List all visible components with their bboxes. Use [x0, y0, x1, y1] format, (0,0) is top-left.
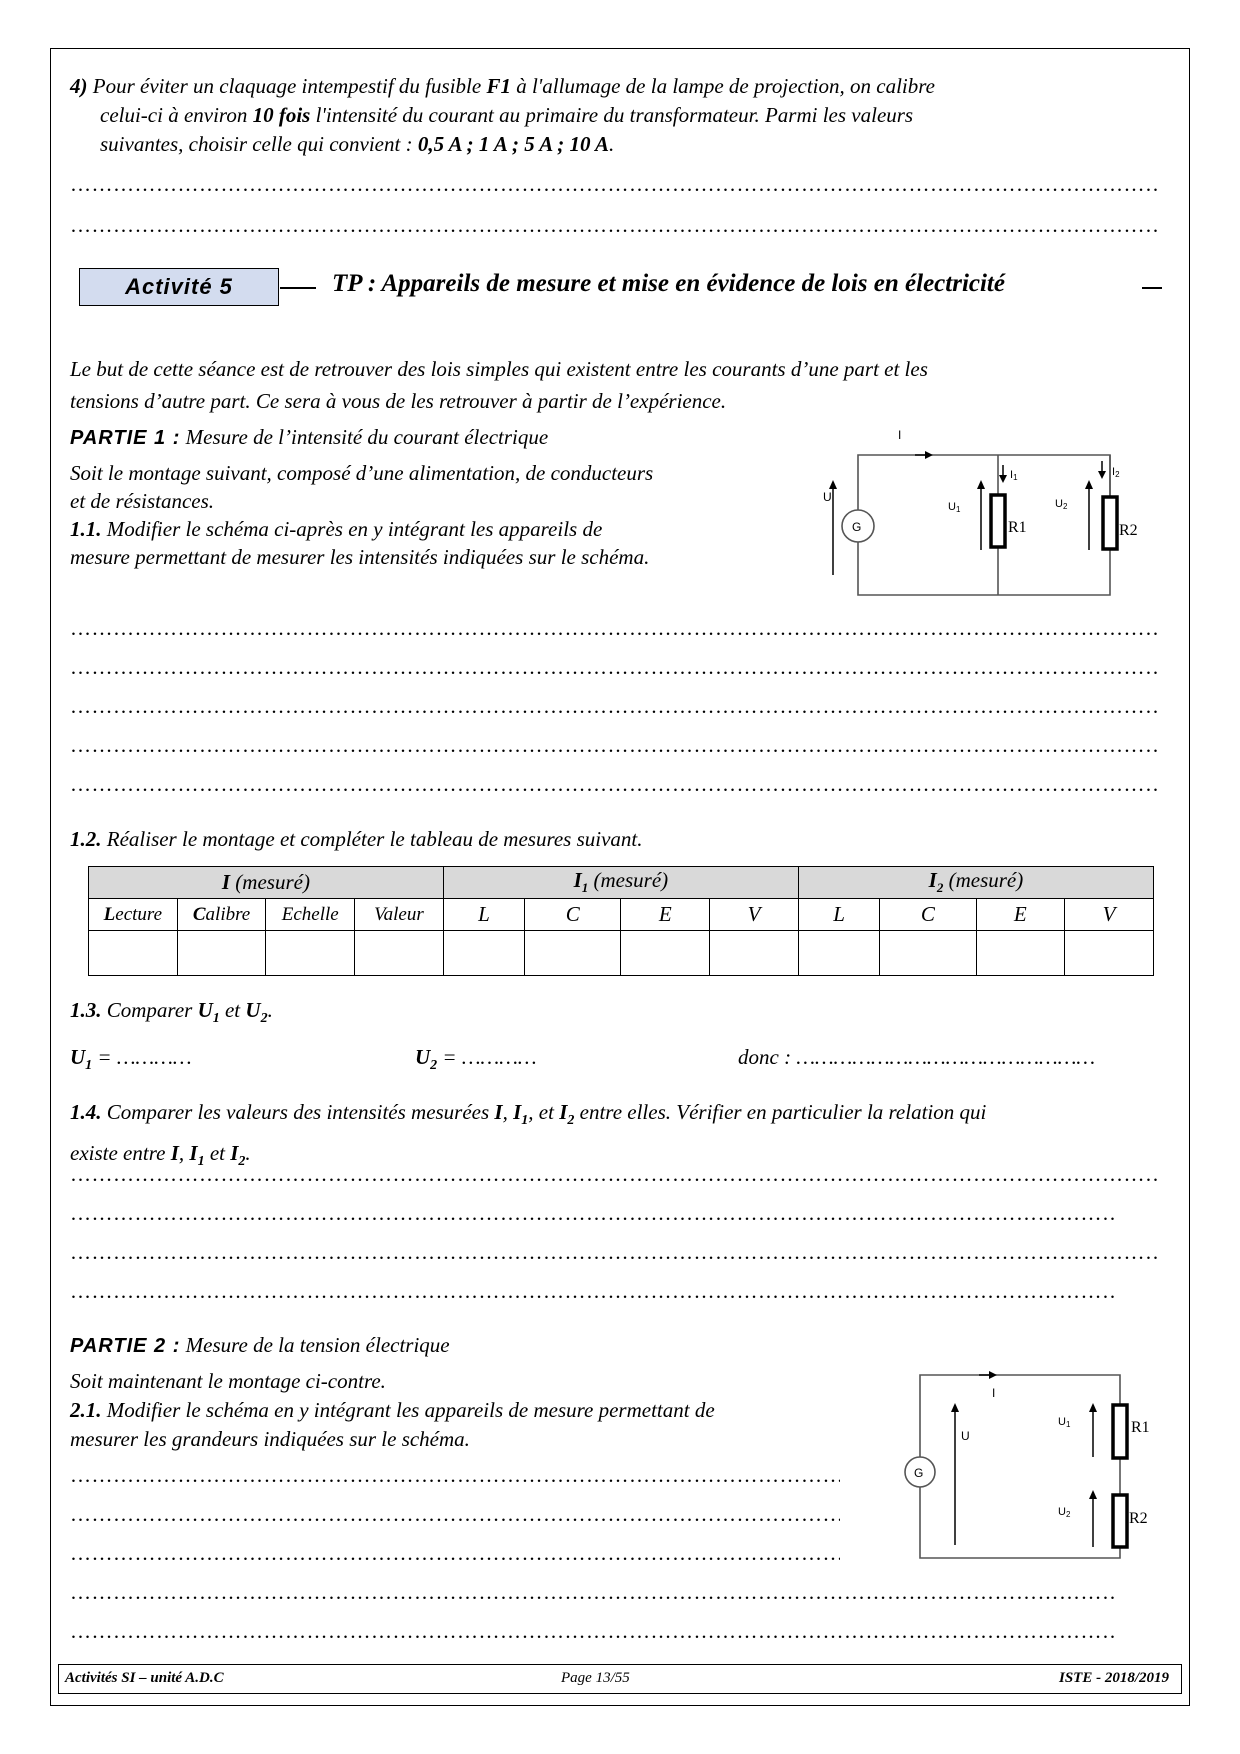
part2-label: PARTIE 2 :	[70, 1335, 181, 1357]
u1-answer[interactable]	[70, 1043, 192, 1080]
col-l: L	[798, 899, 879, 931]
generator-label: G	[914, 1466, 924, 1480]
group-i2: $I_2$ (mesuré)	[798, 867, 1153, 899]
answer-line[interactable]	[70, 1502, 840, 1526]
answer-line[interactable]	[70, 655, 1160, 679]
activity-badge	[79, 268, 279, 306]
symbol-i2: I	[559, 1100, 568, 1124]
footer-left: Activités SI – unité A.D.C	[65, 1670, 224, 1686]
title-dash	[280, 287, 316, 289]
col-c: C	[880, 899, 976, 931]
q4-text: .	[609, 132, 615, 156]
part1-line: Soit le montage suivant, composé d’une alimentation, de conducteurs	[70, 461, 654, 485]
intro-paragraph	[70, 353, 1180, 417]
part2-title: Mesure de la tension électrique	[185, 1333, 450, 1357]
q13-text: et	[219, 998, 246, 1022]
answer-line[interactable]	[70, 1162, 1160, 1186]
subscript: 1	[85, 1058, 93, 1074]
subscript: 2	[238, 1154, 246, 1170]
question-4	[70, 72, 1170, 159]
q13-text: Comparer	[101, 998, 198, 1022]
answer-line[interactable]	[70, 1541, 840, 1565]
symbol-i1: I	[513, 1100, 522, 1124]
q4-fuse: F1	[486, 74, 511, 98]
table-cell[interactable]	[798, 931, 879, 976]
current-i-label: I	[898, 428, 902, 442]
q21-number: 2.1.	[70, 1398, 102, 1422]
q13-u1: U	[197, 998, 213, 1022]
q11-text: mesure permettant de mesurer les intensités indiquées sur le schéma.	[70, 545, 650, 569]
symbol-i: I	[494, 1100, 503, 1124]
answer-line[interactable]	[70, 694, 1160, 718]
voltage-u2-label: U2	[1058, 1506, 1071, 1519]
current-i2-label: I2	[1112, 466, 1120, 479]
intro-line: Le but de cette séance est de retrouver des lois simples qui existent entre les courants d’une part et les	[70, 357, 928, 381]
u2-symbol: U	[415, 1045, 431, 1069]
q14-text: ,	[502, 1100, 514, 1124]
q21-text: Modifier le schéma en y intégrant les appareils de mesure permettant de	[101, 1398, 715, 1422]
activity-title: TP : Appareils de mesure et mise en évidence de lois en électricité	[332, 270, 1005, 297]
col-c: C	[525, 899, 621, 931]
u1-blank: = …………	[92, 1045, 192, 1069]
activity-label: Activité 5	[125, 274, 233, 299]
circuit-diagram-1	[805, 425, 1165, 600]
q14-text: .	[245, 1141, 251, 1166]
table-cell[interactable]	[710, 931, 799, 976]
resistor-r2	[1103, 497, 1117, 549]
intro-line: tensions d’autre part. Ce sera à vous de les retrouver à partir de l’expérience.	[70, 389, 727, 413]
current-i-label: I	[992, 1386, 996, 1400]
q4-text: suivantes, choisir celle qui convient :	[100, 132, 418, 156]
q13-u2: U	[245, 998, 261, 1022]
table-cell[interactable]	[525, 931, 621, 976]
part1-title: Mesure de l’intensité du courant électrique	[185, 425, 549, 449]
part1-line: et de résistances.	[70, 489, 215, 513]
group-i1: $I_1$ (mesuré)	[443, 867, 798, 899]
col-e: E	[976, 899, 1065, 931]
table-cell[interactable]	[976, 931, 1065, 976]
q4-options: 0,5 A ; 1 A ; 5 A ; 10 A	[417, 132, 610, 156]
table-group-row	[89, 867, 1154, 899]
part2-text	[70, 1367, 870, 1454]
subscript: 1	[212, 1011, 220, 1027]
voltage-u1-label: U1	[1058, 1416, 1071, 1429]
q14-text: Comparer les valeurs des intensités mesurées	[101, 1100, 495, 1124]
answer-line[interactable]	[70, 1240, 1160, 1264]
table-header-row	[89, 899, 1154, 931]
u2-answer[interactable]	[415, 1043, 537, 1080]
q14-number: 1.4.	[70, 1100, 102, 1124]
resistor-r1	[1113, 1405, 1127, 1458]
resistor-r1-label: R1	[1131, 1419, 1150, 1436]
resistor-r1	[991, 495, 1005, 547]
q14-text: ,	[178, 1141, 190, 1166]
table-cell[interactable]	[266, 931, 355, 976]
donc-answer[interactable]: donc : …………………………………………	[738, 1045, 1096, 1069]
answer-line[interactable]	[70, 1279, 1118, 1303]
resistor-r2-label: R2	[1119, 522, 1138, 539]
q13	[70, 996, 273, 1033]
table-input-row	[89, 931, 1154, 976]
voltage-u2-label: U2	[1055, 498, 1068, 511]
answer-line[interactable]	[70, 1201, 1118, 1225]
subscript: 1	[521, 1113, 529, 1129]
current-i1-label: I1	[1010, 469, 1018, 482]
u2-blank: = …………	[437, 1045, 537, 1069]
col-v: V	[1065, 899, 1154, 931]
q4-factor: 10 fois	[252, 103, 311, 127]
part2-line: Soit maintenant le montage ci-contre.	[70, 1369, 386, 1393]
subscript: 1	[197, 1154, 205, 1170]
answer-line[interactable]	[70, 616, 1160, 640]
voltage-u-label: U	[961, 1429, 970, 1443]
subscript: 2	[430, 1058, 438, 1074]
resistor-r2	[1113, 1495, 1127, 1547]
col-l: L	[443, 899, 524, 931]
q11-text: Modifier le schéma ci-après en y intégrant les appareils de	[101, 517, 603, 541]
question-number: 4)	[70, 74, 88, 98]
resistor-r2-label: R2	[1129, 1510, 1148, 1527]
answer-line[interactable]	[70, 1619, 1118, 1643]
part1-text	[70, 459, 780, 571]
answer-line[interactable]	[70, 172, 1160, 196]
q12	[70, 825, 643, 854]
table-cell[interactable]	[177, 931, 266, 976]
col-calibre: Calibre	[177, 899, 266, 931]
symbol-i: I	[170, 1141, 179, 1166]
answer-line[interactable]	[70, 733, 1160, 757]
table-cell[interactable]	[355, 931, 444, 976]
resistor-r1-label: R1	[1008, 519, 1027, 536]
answer-line[interactable]	[70, 1463, 840, 1487]
col-v: V	[710, 899, 799, 931]
q14-text: entre elles. Vérifier en particulier la relation qui	[574, 1100, 987, 1124]
table-cell[interactable]	[443, 931, 524, 976]
table-cell[interactable]	[621, 931, 710, 976]
q14-text: existe entre	[70, 1141, 171, 1166]
part1-heading	[70, 423, 548, 453]
q4-text: Pour éviter un claquage intempestif du fusible	[92, 74, 487, 98]
answer-line[interactable]	[70, 213, 1160, 237]
q11-number: 1.1.	[70, 517, 102, 541]
measurement-table	[88, 866, 1154, 976]
q13-number: 1.3.	[70, 998, 102, 1022]
q4-text: celui-ci à environ	[100, 103, 253, 127]
symbol-i2: I	[230, 1141, 239, 1166]
voltage-u-label: U	[823, 490, 832, 504]
symbol-i1: I	[189, 1141, 198, 1166]
footer-page-number: Page 13/55	[561, 1670, 630, 1686]
generator-label: G	[852, 520, 862, 534]
q14-text: et	[204, 1141, 231, 1166]
table-cell[interactable]	[880, 931, 976, 976]
part1-label: PARTIE 1 :	[70, 427, 181, 449]
q21-text: mesurer les grandeurs indiquées sur le schéma.	[70, 1427, 470, 1451]
footer-right: ISTE - 2018/2019	[1058, 1670, 1169, 1686]
subscript: 2	[260, 1011, 268, 1027]
circuit-diagram-2	[895, 1365, 1165, 1565]
u1-symbol: U	[70, 1045, 86, 1069]
q4-text: à l'allumage de la lampe de projection, on calibre	[510, 74, 935, 98]
q4-text: l'intensité du courant au primaire du transformateur. Parmi les valeurs	[310, 103, 914, 127]
page-footer	[58, 1664, 1182, 1694]
col-lecture: Lecture	[89, 899, 178, 931]
subscript: 2	[567, 1113, 575, 1129]
col-e: E	[621, 899, 710, 931]
q12-text: Réaliser le montage et compléter le tableau de mesures suivant.	[101, 827, 643, 851]
q12-number: 1.2.	[70, 827, 102, 851]
part2-heading	[70, 1331, 450, 1361]
answer-line[interactable]	[70, 1580, 1118, 1604]
group-i: I (mesuré)	[89, 867, 444, 899]
table-cell[interactable]	[1065, 931, 1154, 976]
table-cell[interactable]	[89, 931, 178, 976]
voltage-u1-label: U1	[948, 501, 961, 514]
q13-text: .	[267, 998, 273, 1022]
title-dash	[1142, 287, 1162, 289]
col-valeur: Valeur	[355, 899, 444, 931]
q14-text: , et	[528, 1100, 560, 1124]
answer-line[interactable]	[70, 772, 1160, 796]
col-echelle: Echelle	[266, 899, 355, 931]
